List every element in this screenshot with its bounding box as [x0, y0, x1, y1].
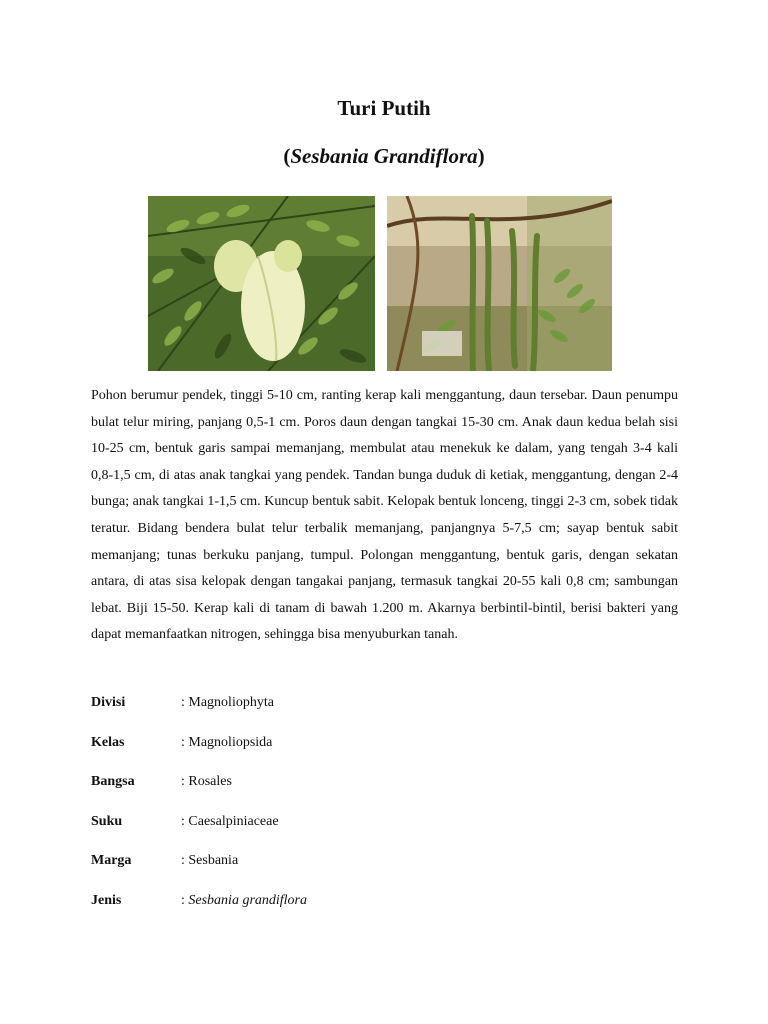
taxonomy-value: : Sesbania: [181, 853, 239, 868]
taxonomy-row-marga: [91, 850, 651, 872]
taxonomy-rank: Bangsa: [91, 774, 135, 789]
description-paragraph: Pohon berumur pendek, tinggi 5-10 cm, ranting kerap kali menggantung, daun tersebar. Daun penumpu bulat telur miring, panjang 0,5-1 cm. Poros daun dengan tangkai 15-30 cm. Anak daun kedua belah sisi 10-25 cm, bentuk garis sampai memanjang, membulat atau menekuk ke dalam, yang tengah 3-4 kali 0,8-1,5 cm, di atas anak tangkai yang pendek. Tandan bunga duduk di ketiak, menggantung, dengan 2-4 bunga; anak tangkai 1-1,5 cm. Kuncup bentuk sabit. Kelopak bentuk lonceng, tinggi 2-3 cm, sobek tidak teratur. Bidang bendera bulat telur terbalik memanjang, panjangnya 5-7,5 cm; sayap bentuk sabit memanjang; tunas berkuku panjang, tumpul. Polongan menggantung, bentuk garis, dengan sekatan antara, di atas sisa kelopak dengan tangakai panjang, termasuk tangkai 20-55 kali 0,8 cm; sambungan lebat. Biji 15-50. Kerap kali di tanam di bawah 1.200 m. Akarnya berbintil-bintil, berisi bakteri yang dapat memanfaatkan nitrogen, sehingga bisa menyuburkan tanah.: [91, 388, 678, 643]
taxonomy-value: : Magnoliopsida: [181, 735, 273, 750]
taxonomy-rank: Suku: [91, 814, 123, 829]
taxonomy-rank: Kelas: [91, 735, 125, 750]
taxonomy-row-jenis: [91, 890, 651, 912]
page-title: Turi Putih: [337, 96, 431, 120]
taxonomy-rank: Divisi: [91, 695, 126, 710]
taxonomy-row-bangsa: [91, 771, 651, 793]
paren-open: (: [283, 144, 291, 168]
taxonomy-row-divisi: [91, 692, 651, 714]
taxonomy-value-prefix: :: [181, 893, 189, 908]
taxonomy-rank: Marga: [91, 853, 132, 868]
taxonomy-row-kelas: [91, 732, 651, 754]
taxonomy-value: : Rosales: [181, 774, 232, 789]
scientific-name-heading: [0, 142, 768, 170]
species-name: Sesbania grandiflora: [188, 893, 308, 908]
taxonomy-row-suku: [91, 811, 651, 833]
taxonomy-value: [181, 890, 307, 912]
flower-photo: [148, 196, 375, 371]
taxonomy-value: : Caesalpiniaceae: [181, 814, 279, 829]
seed-pods-photo: [387, 196, 612, 371]
taxonomy-rank: Jenis: [91, 893, 122, 908]
taxonomy-value: : Magnoliophyta: [181, 695, 274, 710]
scientific-name: Sesbania Grandiflora: [290, 144, 478, 168]
paren-close: ): [477, 144, 485, 168]
